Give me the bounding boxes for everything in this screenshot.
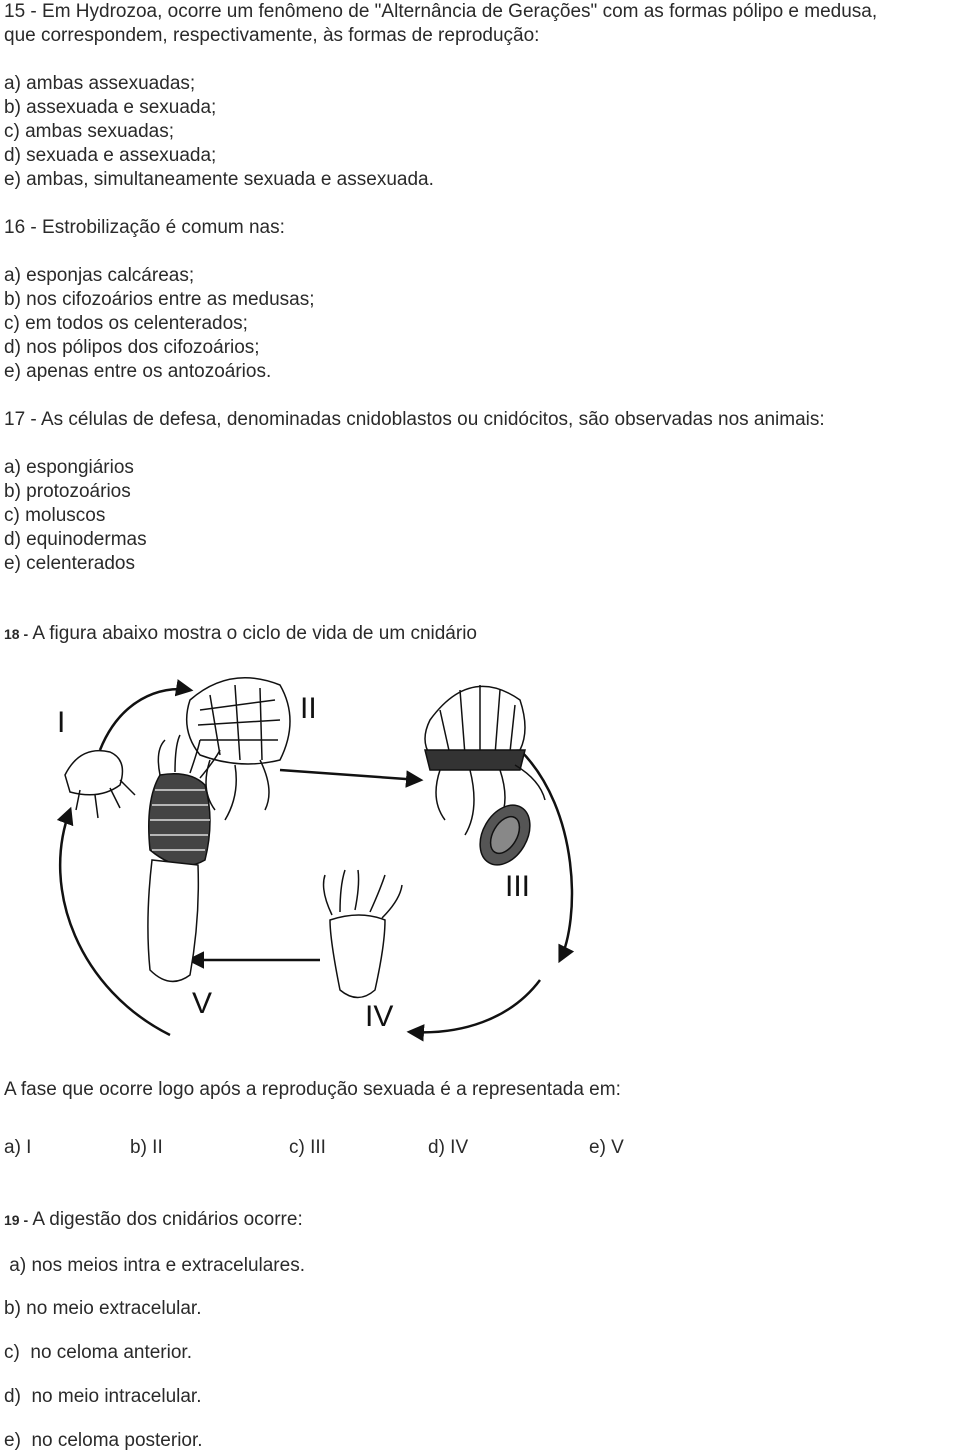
- q15-option-c: c) ambas sexuadas;: [4, 121, 175, 142]
- arrow-medusa-to-iii: [520, 750, 572, 960]
- q16-option-e: e) apenas entre os antozoários.: [4, 361, 272, 382]
- arrow-iii-to-iv: [410, 980, 540, 1032]
- figure-label-i: I: [57, 706, 66, 739]
- cnidarian-life-cycle-figure: [40, 660, 600, 1050]
- q16-option-c: c) em todos os celenterados;: [4, 313, 248, 334]
- q19-option-c: c) no celoma anterior.: [4, 1342, 192, 1363]
- q18-number: 18 -: [4, 626, 29, 642]
- q15-text-line-2: que correspondem, respectivamente, às formas de reprodução:: [4, 25, 540, 46]
- q19-option-b: b) no meio extracelular.: [4, 1298, 202, 1319]
- q16-option-a: a) esponjas calcáreas;: [4, 265, 195, 286]
- q17-option-e: e) celenterados: [4, 553, 135, 574]
- q18-option-c: c) III: [289, 1137, 326, 1158]
- q19-question-text: A digestão dos cnidários ocorre:: [28, 1209, 303, 1230]
- q15-option-d: d) sexuada e assexuada;: [4, 145, 217, 166]
- stage-iii-drawing: [470, 796, 540, 873]
- q15-text-line-1: 15 - Em Hydrozoa, ocorre um fenômeno de "Alternância de Gerações" com as formas pólipo e medusa,: [4, 1, 878, 22]
- arrow-i-to-ii: [100, 689, 190, 750]
- q15-option-a: a) ambas assexuadas;: [4, 73, 196, 94]
- life-cycle-drawing: [40, 660, 600, 1050]
- arrow-ii-to-medusa: [280, 770, 420, 780]
- q16-option-b: b) nos cifozoários entre as medusas;: [4, 289, 315, 310]
- q19-question: [4, 1208, 303, 1232]
- q17-option-a: a) espongiários: [4, 457, 134, 478]
- q17-option-c: c) moluscos: [4, 505, 106, 526]
- q19-option-d: d) no meio intracelular.: [4, 1386, 202, 1407]
- q19-option-e: e) no celoma posterior.: [4, 1430, 203, 1451]
- q17-question: 17 - As células de defesa, denominadas cnidoblastos ou cnidócitos, são observadas nos animais:: [4, 409, 825, 430]
- q18-question: [4, 622, 477, 646]
- stage-i-drawing: [65, 751, 135, 818]
- stage-iv-drawing: [324, 870, 402, 998]
- figure-label-v: V: [192, 987, 213, 1020]
- q19-option-a: a) nos meios intra e extracelulares.: [4, 1255, 305, 1276]
- q18-options-row: [4, 1136, 704, 1160]
- stage-v-drawing: [148, 735, 220, 981]
- q19-number: 19 -: [4, 1212, 29, 1228]
- q16-question: 16 - Estrobilização é comum nas:: [4, 217, 285, 238]
- q16-option-d: d) nos pólipos dos cifozoários;: [4, 337, 260, 358]
- q18-prompt: A fase que ocorre logo após a reprodução sexuada é a representada em:: [4, 1079, 621, 1100]
- q18-option-d: d) IV: [428, 1137, 469, 1158]
- figure-label-ii: II: [300, 692, 317, 725]
- q15-option-b: b) assexuada e sexuada;: [4, 97, 217, 118]
- figure-label-iv: IV: [365, 1000, 394, 1033]
- q18-option-a: a) I: [4, 1137, 32, 1158]
- q18-option-b: b) II: [130, 1137, 163, 1158]
- figure-label-iii: III: [505, 870, 531, 903]
- q18-question-text: A figura abaixo mostra o ciclo de vida de um cnidário: [28, 623, 477, 644]
- q17-option-d: d) equinodermas: [4, 529, 147, 550]
- q18-option-e: e) V: [589, 1137, 624, 1158]
- q15-option-e: e) ambas, simultaneamente sexuada e assexuada.: [4, 169, 434, 190]
- q17-option-b: b) protozoários: [4, 481, 131, 502]
